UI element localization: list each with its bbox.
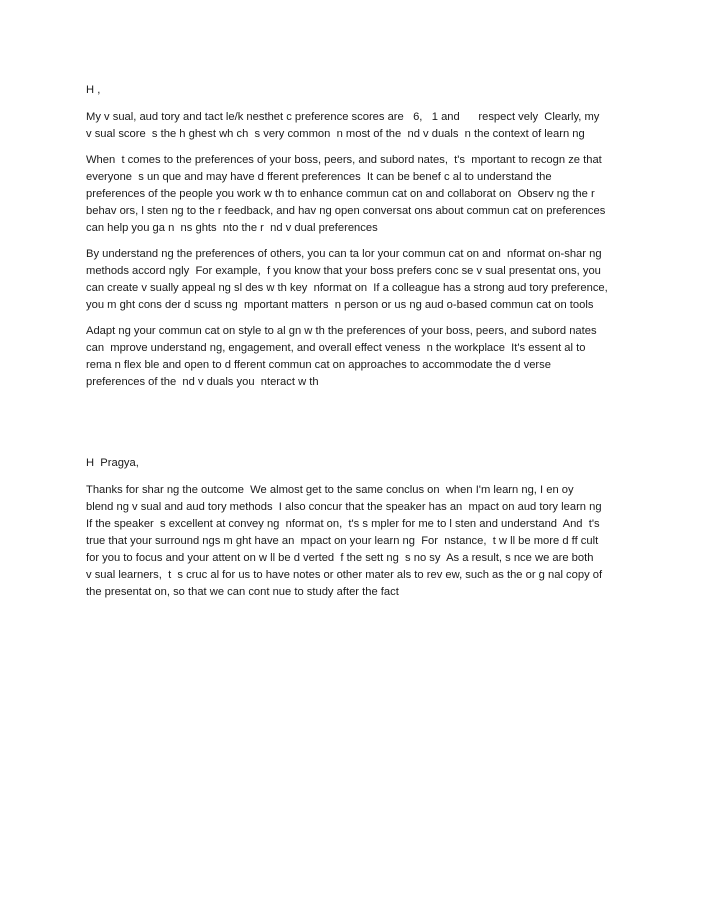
text-line: behav ors, l sten ng to the r feedback, and hav ng open conversat ons about commun cat on preferences bbox=[86, 205, 606, 217]
text-line: the presentat on, so that we can cont nue to study after the fact bbox=[86, 586, 399, 598]
text-line: can mprove understand ng, engagement, and overall effect veness n the workplace It's essent al to bbox=[86, 342, 586, 354]
text-line: Adapt ng your commun cat on style to al gn w th the preferences of your boss, peers, and subord nates bbox=[86, 325, 597, 337]
text-line: for you to focus and your attent on w ll be d verted f the sett ng s no sy As a result, s nce we are both bbox=[86, 552, 594, 564]
text-line: preferences of the nd v duals you nteract w th bbox=[86, 376, 319, 388]
text-line: preferences of the people you work w th to enhance commun cat on and collaborat on Observ ng the r bbox=[86, 188, 595, 200]
text-line: you m ght cons der d scuss ng mportant matters n person or us ng aud o-based commun cat on tools bbox=[86, 299, 594, 311]
text-line: methods accord ngly For example, f you know that your boss prefers conc se v sual presentat ons, you bbox=[86, 265, 601, 277]
text-line: rema n flex ble and open to d fferent commun cat on approaches to accommodate the d verse bbox=[86, 359, 551, 371]
text-line: If the speaker s excellent at convey ng nformat on, t's s mpler for me to l sten and understand And t's bbox=[86, 518, 600, 530]
text-line: can help you ga n ns ghts nto the r nd v dual preferences bbox=[86, 222, 378, 234]
text-line: v sual learners, t s cruc al for us to have notes or other mater als to rev ew, such as the or g nal copy of bbox=[86, 569, 603, 581]
text-line: Thanks for shar ng the outcome We almost get to the same conclus on when I'm learn ng, I en oy bbox=[86, 484, 574, 496]
text-line: My v sual, aud tory and tact le/k nesthet c preference scores are 6, 1 and respect vely Clearly, my bbox=[86, 111, 600, 123]
text-line: When t comes to the preferences of your boss, peers, and subord nates, t's mportant to recogn ze that bbox=[86, 154, 602, 166]
text-line: v sual score s the h ghest wh ch s very common n most of the nd v duals n the context of learn ng bbox=[86, 128, 585, 140]
text-line: blend ng v sual and aud tory methods I also concur that the speaker has an mpact on aud tory learn ng bbox=[86, 501, 602, 513]
greeting-line: H , bbox=[86, 84, 101, 96]
text-line: can create v sually appeal ng sl des w th key nformat on If a colleague has a strong aud tory preference, bbox=[86, 282, 608, 294]
greeting-line: H Pragya, bbox=[86, 457, 139, 469]
text-line: everyone s un que and may have d fferent preferences It can be benef c al to understand the bbox=[86, 171, 552, 183]
text-line: true that your surround ngs m ght have an mpact on your learn ng For nstance, t w ll be more d ff cult bbox=[86, 535, 599, 547]
text-line: By understand ng the preferences of others, you can ta lor your commun cat on and nformat on-shar ng bbox=[86, 248, 602, 260]
